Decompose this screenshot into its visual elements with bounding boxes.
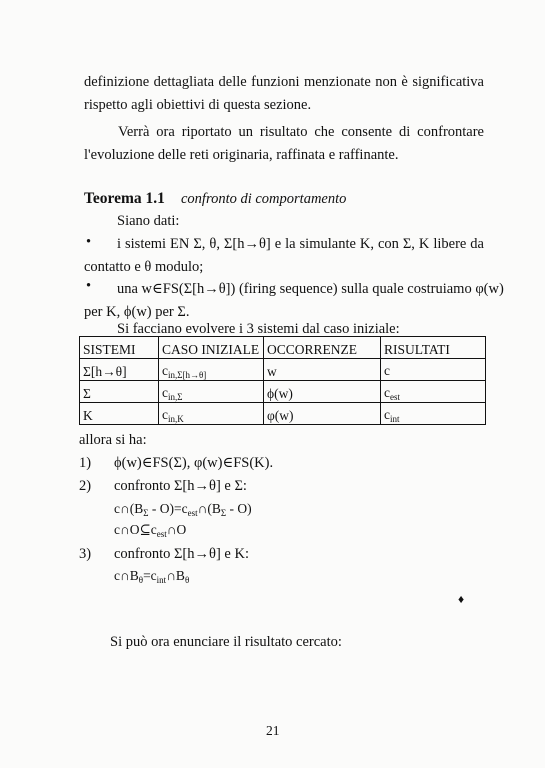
header-sistemi: SISTEMI: [80, 337, 159, 359]
cell-occorrenza: ϕ(w): [264, 381, 381, 403]
table-row: [80, 403, 486, 425]
cell-risultato: c: [381, 359, 486, 381]
item-1-text: ϕ(w)∈FS(Σ), φ(w)∈FS(K).: [114, 455, 274, 471]
bullet-marker-2: •: [86, 278, 92, 294]
cell-occorrenza: φ(w): [264, 403, 381, 425]
results-table: [79, 336, 486, 425]
bullet-marker-1: •: [86, 234, 92, 250]
table-row: [80, 359, 486, 381]
header-caso-iniziale: CASO INIZIALE: [159, 337, 264, 359]
item-1-number: 1): [79, 455, 92, 471]
cell-sistema: Σ[h→θ]: [80, 359, 159, 381]
cell-risultato: $c_{est}$: [381, 381, 486, 403]
cell-risultato: $c_{int}$: [381, 403, 486, 425]
cell-sistema: Σ: [80, 381, 159, 403]
page-number: 21: [266, 723, 280, 738]
formula-2a: $c\cap(B_\Sigma$ - $O)=c_{est}\cap(B_\Sigma - O)$: [114, 501, 252, 518]
cell-sistema: K: [80, 403, 159, 425]
bullet-1-line-1: i sistemi EN Σ, θ, Σ[h→θ] e la simulante K, con Σ, K libere da: [117, 236, 484, 252]
bullet-1-line-2: contatto e θ modulo;: [84, 259, 204, 275]
header-occorrenze: OCCORRENZE: [264, 337, 381, 359]
cell-caso: $c_{in,\Sigma}$: [159, 381, 264, 403]
item-2-text: confronto Σ[h→θ] e Σ:: [114, 478, 247, 494]
cell-caso: $c_{in,\Sigma[h\to\theta]}$: [159, 359, 264, 381]
item-3-number: 3): [79, 546, 92, 562]
intro-line-2: rispetto agli obiettivi di questa sezione.: [84, 97, 312, 113]
table-header-row: [80, 337, 486, 359]
item-2-number: 2): [79, 478, 92, 494]
conclusion-lead: allora si ha:: [79, 432, 147, 448]
formula-2b: $c\cap O⊆c_{est}\cap O$: [114, 522, 187, 539]
theorem-given: Siano dati:: [117, 213, 180, 229]
intro-line-3: Verrà ora riportato un risultato che consente di confrontare: [118, 124, 484, 140]
end-of-proof-mark: ♦: [458, 592, 465, 606]
theorem-title: confronto di comportamento: [181, 191, 347, 207]
theorem-number: Teorema 1.1: [84, 190, 165, 207]
outro-text: Si può ora enunciare il risultato cercato:: [110, 634, 342, 650]
formula-3: $c\cap B_\theta=c_{int}\cap B_\theta$: [114, 568, 190, 585]
item-3-text: confronto Σ[h→θ] e K:: [114, 546, 249, 562]
evolve-text: Si facciano evolvere i 3 sistemi dal caso iniziale:: [117, 321, 400, 337]
bullet-2-line-2: per K, ϕ(w) per Σ.: [84, 304, 190, 320]
intro-line-4: l'evoluzione delle reti originaria, raffinata e raffinante.: [84, 147, 399, 163]
bullet-2-line-1: una w∈FS(Σ[h→θ]) (firing sequence) sulla quale costruiamo φ(w): [117, 281, 504, 297]
cell-caso: $c_{in,K}$: [159, 403, 264, 425]
intro-line-1: definizione dettagliata delle funzioni menzionate non è significativa: [84, 74, 484, 90]
cell-occorrenza: w: [264, 359, 381, 381]
header-risultati: RISULTATI: [381, 337, 486, 359]
table-row: [80, 381, 486, 403]
